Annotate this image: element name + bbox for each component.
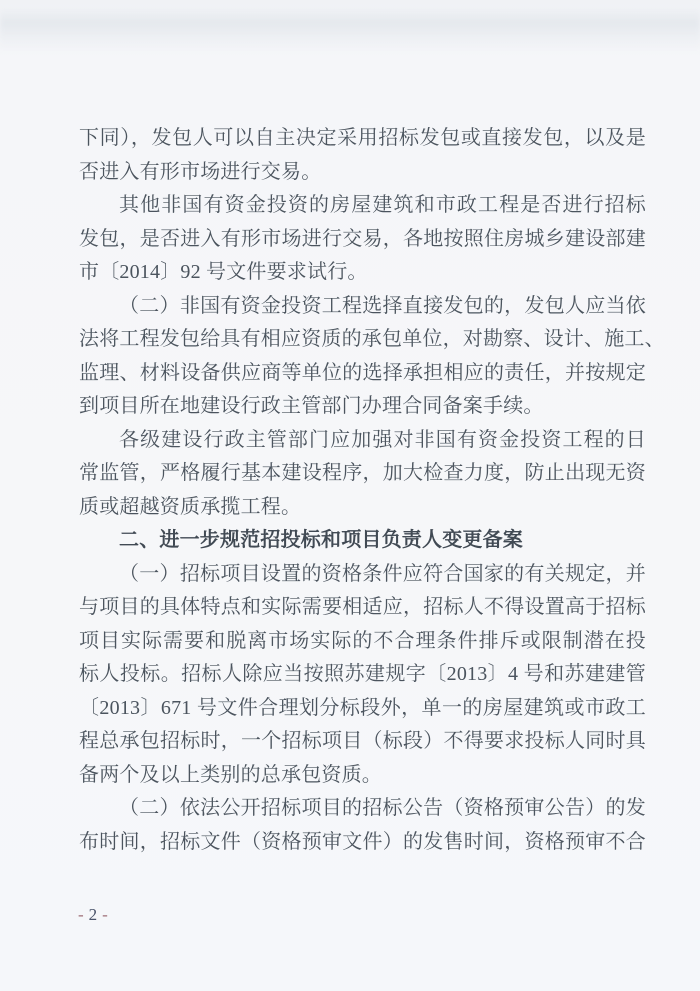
text-line: 项目实际需要和脱离市场实际的不合理条件排斥或限制潜在投 (79, 629, 646, 652)
text-line: 法将工程发包给具有相应资质的承包单位，对勘察、设计、施工、 (79, 328, 665, 350)
text-line: 备两个及以上类别的总承包资质。 (79, 763, 382, 786)
text-line: （二）非国有资金投资工程选择直接发包的，发包人应当依 (119, 294, 646, 317)
text-line: 否进入有形市场进行交易。 (79, 160, 322, 183)
text-line: 与项目的具体特点和实际需要相适应，招标人不得设置高于招标 (79, 596, 646, 618)
page-number-dash-right: - (102, 905, 109, 924)
text-line: 质或超越资质承揽工程。 (79, 495, 302, 518)
text-line: 监理、材料设备供应商等单位的选择承担相应的责任，并按规定 (79, 361, 646, 384)
text-line: 标人投标。招标人除应当按照苏建规字〔2013〕4 号和苏建建管 (79, 663, 646, 685)
text-line: 布时间，招标文件（资格预审文件）的发售时间，资格预审不合 (79, 830, 646, 853)
text-line: 下同），发包人可以自主决定采用招标发包或直接发包，以及是 (79, 127, 646, 149)
text-line: （二）依法公开招标项目的招标公告（资格预审公告）的发 (119, 797, 646, 819)
page-number (74, 904, 113, 926)
page-number-dash-left: - (78, 905, 85, 924)
document-body (79, 122, 665, 859)
text-line: 市〔2014〕92 号文件要求试行。 (79, 261, 368, 283)
text-line: 其他非国有资金投资的房屋建筑和市政工程是否进行招标 (119, 194, 646, 216)
page-number-value: 2 (88, 905, 99, 924)
text-line: 到项目所在地建设行政主管部门办理合同备案手续。 (79, 395, 544, 417)
scan-shadow-band (0, 8, 700, 50)
text-line: （一）招标项目设置的资格条件应符合国家的有关规定，并 (119, 562, 646, 585)
section-heading: 二、进一步规范招投标和项目负责人变更备案 (119, 529, 523, 551)
text-line: 〔2013〕671 号文件合理划分标段外，单一的房屋建筑或市政工 (79, 696, 646, 719)
text-line: 常监管，严格履行基本建设程序，加大检查力度，防止出现无资 (79, 462, 646, 484)
text-line: 各级建设行政主管部门应加强对非国有资金投资工程的日 (119, 428, 646, 451)
text-line: 发包，是否进入有形市场进行交易，各地按照住房城乡建设部建 (79, 227, 646, 250)
text-line: 程总承包招标时，一个招标项目（标段）不得要求投标人同时具 (79, 730, 646, 752)
